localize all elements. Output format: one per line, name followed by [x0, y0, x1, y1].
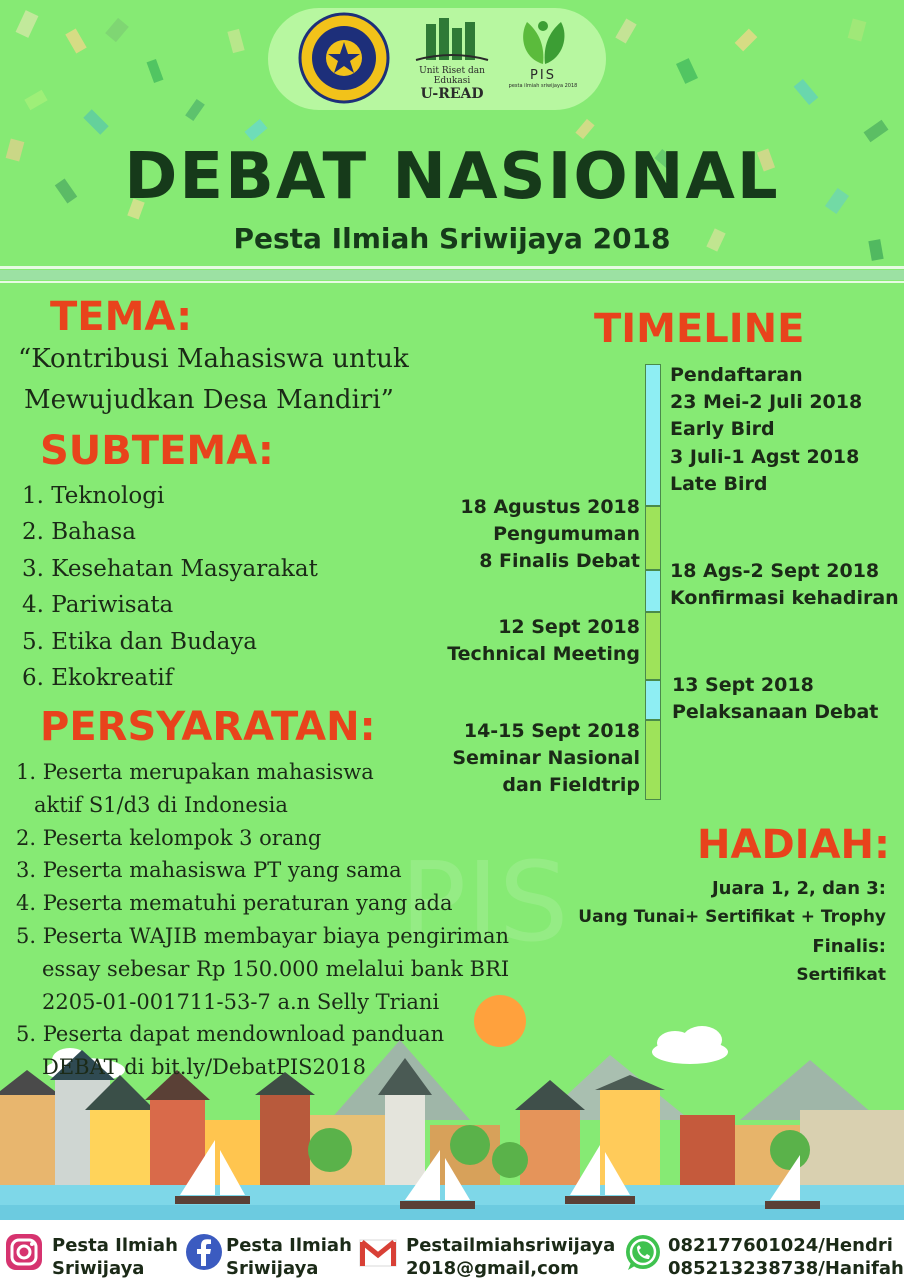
list-item: 5. Peserta WAJIB membayar biaya pengiriman	[16, 923, 510, 948]
timeline-seminar	[400, 718, 640, 800]
timeline-bar	[645, 364, 661, 800]
instagram-icon[interactable]	[4, 1232, 44, 1272]
pis-caption: pesta ilmiah sriwijaya 2018	[508, 83, 578, 89]
prize-winners-reward: Uang Tunai+ Sertifikat + Trophy	[578, 907, 886, 927]
timeline-segment	[645, 364, 661, 506]
requirements-list	[16, 756, 509, 1084]
theme-line-2: Mewujudkan Desa Mandiri”	[24, 385, 394, 415]
timeline-text: Pelaksanaan Debat	[672, 701, 879, 724]
pis-logo	[503, 14, 583, 104]
list-item: 3. Kesehatan Masyarakat	[22, 555, 318, 582]
timeline-text: 18 Ags-2 Sept 2018	[670, 560, 880, 582]
list-item: 4. Peserta mematuhi peraturan yang ada	[16, 891, 453, 916]
list-item: aktif S1/d3 di Indonesia	[34, 792, 288, 817]
facebook-contact[interactable]	[226, 1234, 352, 1280]
email-line-1: Pestailmiahsriwijaya	[406, 1235, 616, 1256]
subtheme-heading: SUBTEMA:	[40, 428, 274, 474]
u-read-logo-icon	[412, 14, 492, 64]
theme-heading: TEMA:	[50, 294, 193, 340]
timeline-text: Technical Meeting	[447, 643, 640, 666]
list-item: 4. Pariwisata	[22, 592, 174, 619]
timeline-confirmation	[670, 558, 899, 612]
timeline-debate	[672, 672, 878, 726]
timeline-text: 3 Juli-1 Agst 2018	[670, 445, 860, 468]
list-item: 5. Peserta dapat mendownload panduan	[16, 1022, 445, 1047]
timeline-text: Early Bird	[670, 418, 775, 441]
svg-text:PIS: PIS	[400, 838, 569, 966]
list-item: 5. Etika dan Budaya	[22, 628, 258, 655]
timeline-segment	[645, 680, 661, 720]
facebook-icon[interactable]	[184, 1232, 224, 1272]
u-read-caption: Unit Riset dan Edukasi	[419, 66, 485, 86]
page-subtitle: Pesta Ilmiah Sriwijaya 2018	[233, 222, 671, 255]
requirements-heading: PERSYARATAN:	[40, 704, 376, 750]
list-item: 1. Teknologi	[22, 483, 165, 509]
timeline-announcement	[400, 494, 640, 576]
university-seal-icon	[298, 12, 390, 104]
email-line-2: 2018@gmail,com	[406, 1258, 579, 1279]
timeline-text: Seminar Nasional	[452, 747, 640, 770]
pis-leaf-icon	[513, 14, 573, 70]
timeline-heading: TIMELINE	[594, 306, 805, 352]
list-item: essay sebesar Rp 150.000 melalui bank BRI	[42, 956, 510, 981]
timeline-segment	[645, 506, 661, 570]
timeline-text: 8 Finalis Debat	[479, 550, 640, 573]
u-read-name: U-READ	[420, 86, 484, 102]
timeline-segment	[645, 720, 661, 800]
u-read-logo	[402, 14, 502, 104]
timeline-technical-meeting	[400, 614, 640, 668]
whatsapp-line-1: 082177601024/Hendri	[668, 1235, 893, 1256]
timeline-text: Pendaftaran	[670, 364, 803, 386]
facebook-line-2: Sriwijaya	[226, 1258, 319, 1279]
list-item: 2. Peserta kelompok 3 orang	[16, 825, 322, 850]
list-item: 6. Ekokreatif	[22, 665, 174, 692]
instagram-line-1: Pesta Ilmiah	[52, 1235, 178, 1256]
email-contact[interactable]	[406, 1234, 615, 1280]
whatsapp-line-2: 085213238738/Hanifah	[668, 1258, 904, 1279]
list-item: DEBAT di bit.ly/DebatPIS2018	[42, 1055, 366, 1080]
page-title: DEBAT NASIONAL	[124, 140, 780, 214]
theme-line-1: “Kontribusi Mahasiswa untuk	[18, 344, 409, 374]
subtheme-list	[22, 478, 318, 696]
list-item: 1. Peserta merupakan mahasiswa	[16, 760, 374, 784]
timeline-text: 14-15 Sept 2018	[463, 720, 640, 742]
prize-finalists: Finalis:	[812, 936, 886, 957]
timeline-text: 13 Sept 2018	[672, 674, 814, 696]
timeline-text: 12 Sept 2018	[498, 616, 640, 638]
prizes-heading: HADIAH:	[697, 822, 890, 868]
timeline-text: 23 Mei-2 Juli 2018	[670, 391, 863, 414]
list-item: 2. Bahasa	[22, 519, 136, 546]
timeline-text: Pengumuman	[493, 523, 640, 546]
prize-winners: Juara 1, 2, dan 3:	[711, 878, 886, 899]
list-item: 3. Peserta mahasiswa PT yang sama	[16, 858, 402, 883]
whatsapp-icon[interactable]	[622, 1232, 664, 1274]
timeline-text: 18 Agustus 2018	[460, 496, 640, 518]
whatsapp-contact[interactable]	[668, 1234, 904, 1280]
timeline-text: Late Bird	[670, 472, 768, 495]
timeline-segment	[645, 612, 661, 680]
pis-name: PIS	[530, 68, 556, 83]
prize-finalists-reward: Sertifikat	[796, 965, 886, 985]
facebook-line-1: Pesta Ilmiah	[226, 1235, 352, 1256]
timeline-segment	[645, 570, 661, 612]
timeline-registration	[670, 362, 862, 498]
prizes-block	[520, 874, 886, 990]
gmail-icon[interactable]	[358, 1238, 398, 1268]
list-item: 2205-01-001711-53-7 a.n Selly Triani	[42, 989, 440, 1014]
instagram-line-2: Sriwijaya	[52, 1258, 145, 1279]
timeline-text: dan Fieldtrip	[502, 774, 640, 797]
timeline-text: Konfirmasi kehadiran	[670, 587, 899, 610]
instagram-contact[interactable]	[52, 1234, 178, 1280]
